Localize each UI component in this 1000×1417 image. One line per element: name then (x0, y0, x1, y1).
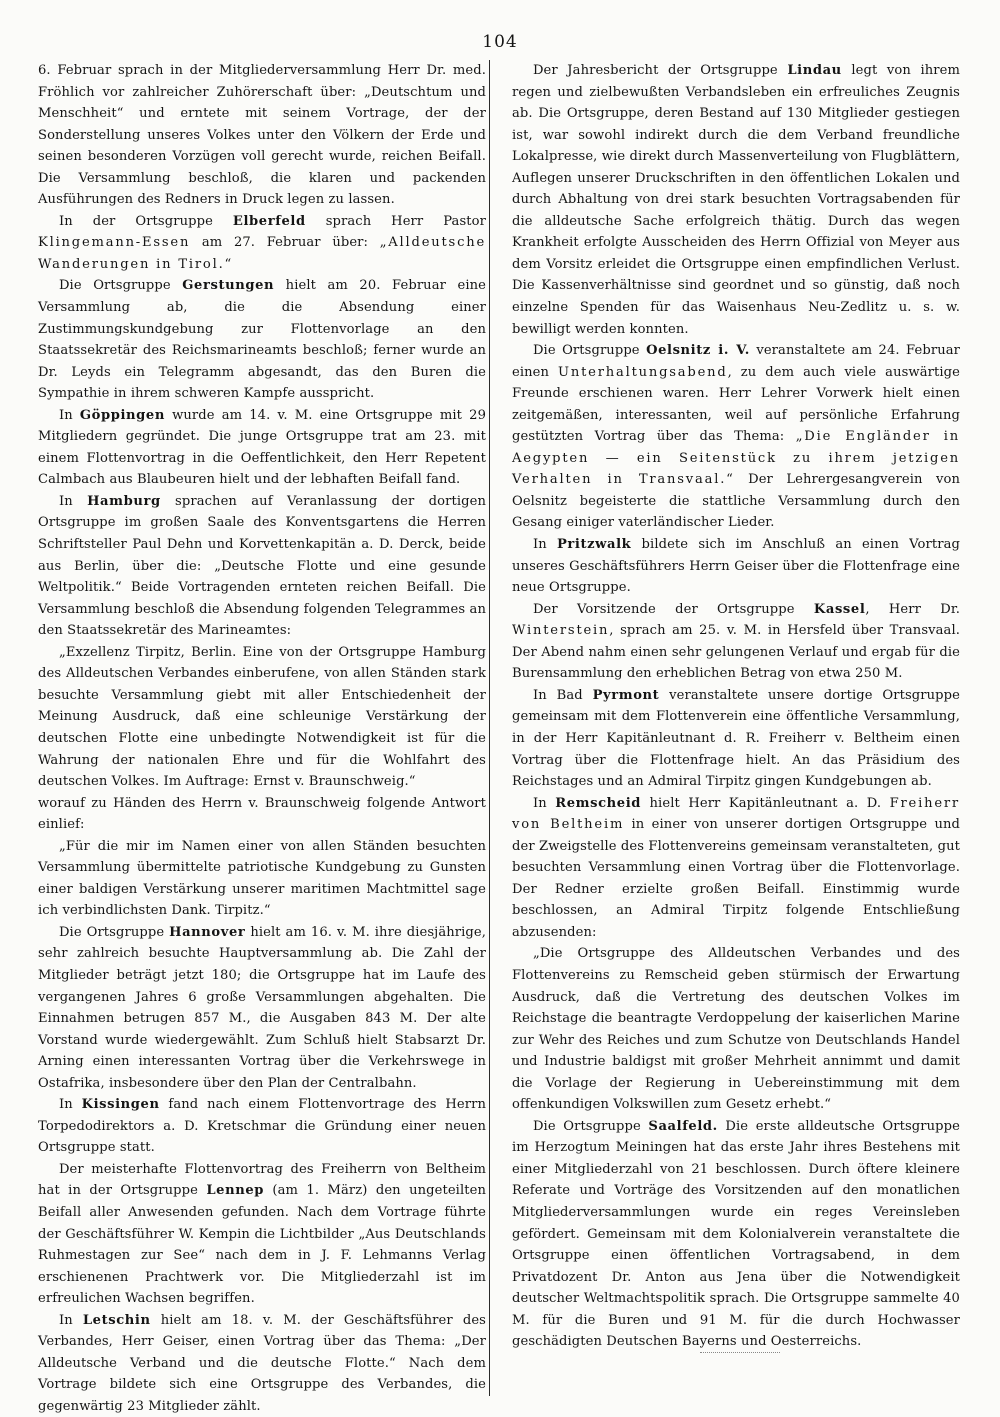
column-divider (489, 60, 490, 1396)
footer-dots (700, 1352, 780, 1353)
telegram-quote: „Exzellenz Tirpitz, Berlin. Eine von der Ortsgruppe Hamburg des Alldeutschen Verbandes einberufene, von allen Ständen stark besuchte Versammlung giebt mit aller Entschiedenheit der Meinung Ausdruck, daß eine schleunige Verstärkung der deutschen Flotte eine unbedingte Notwendigkeit ist für die Wahrung der nationalen Ehre und für die Wohlfahrt des deutschen Volkes. Im Auftrage: Ernst v. Braunschweig.“ (38, 644, 486, 790)
place-name: Hannover (169, 924, 246, 940)
place-name: Hamburg (87, 493, 161, 509)
paragraph-saalfeld (512, 1116, 960, 1353)
text-run: wurde am 14. v. M. eine Ortsgruppe mit 29 Mitgliedern gegründet. Die junge Ortsgruppe trat am 23. mit einem Flottenvortrag in die Oeffentlichkeit, den Herr Repetent Calmbach aus Blaubeuren hielt und der lebhaften Beifall fand. (38, 407, 486, 488)
text-run: Der Vorsitzende der Ortsgruppe (532, 601, 814, 617)
text-run: Die Ortsgruppe (58, 278, 183, 294)
paragraph-answer-intro: worauf zu Händen des Herrn v. Braunschweig folgende Antwort einlief: (38, 795, 486, 833)
text-run: veranstaltete unsere dortige Ortsgruppe gemeinsam mit dem Flottenverein eine öffentliche Versammlung, in der Herr Kapitänleutnant d. R. Freiherr v. Beltheim einen Vortrag über die Flottenfrage hielt. An das Präsidium des Reichstages und an Admiral Tirpitz gingen Kundgebungen ab. (512, 687, 960, 790)
text-run: , Herr Dr. (865, 601, 961, 617)
place-name: Remscheid (555, 795, 642, 811)
place-name: Oelsnitz i. V. (646, 343, 750, 359)
text-run: Der meisterhafte Flottenvortrag des Freiherrn von Beltheim hat in der Ortsgruppe (38, 1161, 486, 1199)
text-run: Die erste alldeutsche Ortsgruppe im Herzogtum Meiningen hat das erste Jahr ihres Bestehens mit einer Mitgliederzahl von 21 beschlossen. Durch öftere kleinere Referate und Vorträge des Vorsitzenden auf den monatlichen Mitgliederversammlungen wurde ein reges Vereinsleben gefördert. Gemeinsam mit dem Kolonialverein veranstaltete die Ortsgruppe einen öffentlichen Vortragsabend, in dem Privatdozent Dr. Anton aus Jena über die Notwendigkeit deutscher Weltmachtspolitik sprach. Die Ortsgruppe sammelte 40 M. für die Buren und 91 M. für die durch Hochwasser geschädigten Deutschen Bayerns und Oesterreichs. (512, 1118, 960, 1350)
text-run: In der Ortsgruppe (58, 213, 233, 229)
text-run: hielt Herr Kapitänleutnant a. D. (641, 795, 890, 811)
left-column (38, 60, 486, 1417)
paragraph-gerstungen (38, 275, 486, 404)
text-run: hielt am 16. v. M. ihre diesjährige, sehr zahlreich besuchte Hauptversammlung ab. Die Zahl der Mitglieder beträgt jetzt 180; die Ortsgruppe hat im Laufe des vergangenen Jahres 6 große Versammlungen abgehalten. Die Einnahmen betrugen 857 M., die Ausgaben 843 M. Der alte Vorstand wurde wiedergewählt. Zum Schluß hielt Stabsarzt Dr. Arning einen interessanten Vortrag über die Verkehrswege in Ostafrika, insbesondere über den Plan der Centralbahn. (38, 924, 486, 1091)
paragraph-pritzwalk (512, 534, 960, 599)
paragraph-letschin (38, 1310, 486, 1417)
text-run: Der Jahresbericht der Ortsgruppe (532, 63, 788, 78)
paragraph-lindau (512, 60, 960, 340)
paragraph-goeppingen (38, 405, 486, 491)
paragraph-hamburg (38, 491, 486, 642)
text-run: in einer von unserer dortigen Ortsgruppe und der Zweigstelle des Flottenvereins gemeinsam veranstalteten, gut besuchten Versammlung einen Vortrag über die Flottenvorlage. Der Redner erzielte großen Beifall. Einstimmig wurde beschlossen, an Admiral Tirpitz folgende Entschließung abzusenden: (512, 817, 960, 940)
place-name: Lennep (206, 1183, 265, 1199)
text-run: sprach Herr Pastor (305, 213, 486, 229)
text-run: Die Ortsgruppe (532, 1118, 649, 1134)
place-name: Kissingen (81, 1097, 160, 1113)
place-name: Göppingen (79, 407, 165, 423)
text-run: In (58, 407, 80, 423)
place-name: Letschin (82, 1312, 151, 1328)
paragraph-continuation: 6. Februar sprach in der Mitgliederversammlung Herr Dr. med. Fröhlich vor zahlreicher Zuhörerschaft über: „Deutschtum und Menschheit“ und erntete mit seinem Vortrage, der der Sonderstellung unseres Volkes unter den Völkern der Erde und seinen besonderen Vorzügen voll gerecht wurde, reichen Beifall. Die Versammlung beschloß, die klaren und packenden Ausführungen des Redners in Druck legen zu lassen. (38, 63, 486, 208)
text-run: In (532, 795, 556, 811)
place-name: Lindau (787, 63, 842, 78)
text-run: am 27. Februar über: (190, 235, 380, 251)
text-run: (am 1. März) den ungeteilten Beifall aller Anwesenden gefunden. Nach dem Vortrage führte der Geschäftsführer W. Kempin die Lichtbilder „Aus Deutschlands Ruhmestagen zur See“ nach dem in J. F. Lehmanns Verlag erschienenen Prachtwerk vor. Die Mitgliederzahl ist im erfreulichen Wachsen begriffen. (38, 1183, 487, 1307)
place-name: Saalfeld. (648, 1118, 718, 1134)
paragraph-elberfeld (38, 211, 486, 276)
place-name: Elberfeld (232, 213, 306, 229)
paragraph-kissingen (38, 1094, 486, 1159)
paragraph-remscheid (512, 793, 960, 944)
text-run: In (532, 537, 557, 553)
text-run: hielt am 18. v. M. der Geschäftsführer des Verbandes, Herr Geiser, einen Vortrag über das Thema: „Der Alldeutsche Verband und die deutsche Flotte.“ Nach dem Vortrage bildete sich eine Ortsgruppe des Verbandes, die gegenwärtig 23 Mitglieder zählt. (38, 1312, 486, 1414)
text-run: bildete sich im Anschluß an einen Vortrag unseres Geschäftsführers Herrn Geiser über die Flottenfrage eine neue Ortsgruppe. (512, 537, 960, 596)
place-name: Pyrmont (592, 687, 660, 703)
text-run: „Alldeutsche Wanderungen in Tirol.“ (38, 235, 486, 272)
paragraph-hannover (38, 922, 486, 1094)
text-run: , zu dem auch viele auswärtige Freunde erschienen waren. Herr Lehrer Vorwerk hielt einen zeitgemäßen, interessanten, weil auf persönliche Erfahrung gestützten Vortrag über das Thema: (512, 364, 960, 445)
text-run: Klingemann-Essen (38, 235, 191, 251)
text-run: sprachen auf Veranlassung der dortigen Ortsgruppe im großen Saale des Konventsgartens die Herren Schriftsteller Paul Dehn und Korvettenkapitän a. D. Derck, beide aus Berlin, über die: „Deutsche Flotte und eine gesunde Weltpolitik.“ Beide Vortragenden ernteten reichen Beifall. Die Versammlung beschloß die Absendung folgenden Telegrammes an den Staatssekretär des Marineamtes: (38, 493, 486, 639)
paragraph-kassel (512, 599, 960, 685)
text-run: Freiherr von Beltheim (512, 795, 960, 833)
text-run: „Die Engländer in Aegypten — ein Seitenstück zu ihrem jetzigen Verhalten in Transvaal.“ (512, 429, 960, 488)
text-run: Die Ortsgruppe (58, 924, 170, 940)
text-run: fand nach einem Flottenvortrage des Herrn Torpedodirektors a. D. Kretschmar die Gründung einer neuen Ortsgruppe statt. (38, 1097, 486, 1156)
paragraph-oelsnitz (512, 340, 960, 534)
place-name: Kassel (813, 601, 866, 617)
answer-quote: „Für die mir im Namen einer von allen Ständen besuchten Versammlung übermittelte patriotische Kundgebung zu Gunsten einer baldigen Verstärkung unserer maritimen Machtmittel sage ich verbindlichsten Dank. Tirpitz.“ (38, 838, 486, 919)
right-column (512, 60, 960, 1353)
text-run: hielt am 20. Februar eine Versammlung ab, die die Absendung einer Zustimmungskundgebung zur Flottenvorlage an den Staatssekretär des Reichsmarineamts beschloß; ferner wurde an Dr. Leyds ein Telegramm abgesandt, das den Buren die Sympathie in ihrem schweren Kampfe ausspricht. (38, 278, 487, 402)
text-run: Winterstein (512, 623, 610, 639)
text-run: Der Lehrergesangverein von Oelsnitz begeisterte die stattliche Versammlung durch den Gesang einiger vaterländischer Lieder. (512, 472, 960, 531)
place-name: Gerstungen (182, 278, 275, 294)
text-run: veranstaltete am 24. Februar einen (512, 343, 961, 380)
text-run: , sprach am 25. v. M. in Hersfeld über Transvaal. Der Abend nahm einen sehr gelungenen Verlauf und ergab für die Burensammlung den erheblichen Betrag von etwa 250 M. (512, 623, 960, 682)
resolution-quote: „Die Ortsgruppe des Alldeutschen Verbandes und des Flottenvereins zu Remscheid geben stürmisch der Erwartung Ausdruck, daß die Vertretung des deutschen Volkes im Reichstage die beantragte Verdoppelung der kaiserlichen Marine zur Wehr des Reiches und zum Schutze von Deutschlands Handel und Industrie baldigst mit großer Mehrheit annimmt und damit die Vorlage der Regierung in Uebereinstimmung mit dem offenkundigen Volkswillen zum Gesetz erhebt.“ (512, 946, 960, 1113)
text-run: In Bad (532, 687, 593, 703)
text-run: In (58, 1312, 83, 1328)
paragraph-lennep (38, 1159, 486, 1310)
text-run: In (58, 493, 88, 509)
text-run: Unterhaltungsabend (558, 364, 728, 380)
place-name: Pritzwalk (556, 537, 632, 553)
text-run: In (58, 1097, 82, 1113)
text-run: legt von ihrem regen und zielbewußten Verbandsleben ein erfreuliches Zeugnis ab. Die Ortsgruppe, deren Bestand auf 130 Mitglieder gestiegen ist, war sowohl indirekt durch die dem Verband freundliche Lokalpresse, wie direkt durch Massenverteilung von Flugblättern, Auflegen unserer Druckschriften in den öffentlichen Lokalen und durch Abhaltung von drei stark besuchten Vortragsabenden für die alldeutsche Sache erfolgreich thätig. Durch das wegen Krankheit erfolgte Ausscheiden des Herrn Offizial von Meyer aus dem Vorsitz erleidet die Ortsgruppe einen empfindlichen Verlust. Die Kassenverhältnisse sind geordnet und so günstig, daß noch einzelne Spenden für das Waisenhaus Neu-Zedlitz u. s. w. bewilligt werden konnten. (512, 63, 961, 337)
paragraph-pyrmont (512, 685, 960, 793)
page-number: 104 (482, 32, 518, 52)
text-run: Die Ortsgruppe (532, 343, 647, 359)
